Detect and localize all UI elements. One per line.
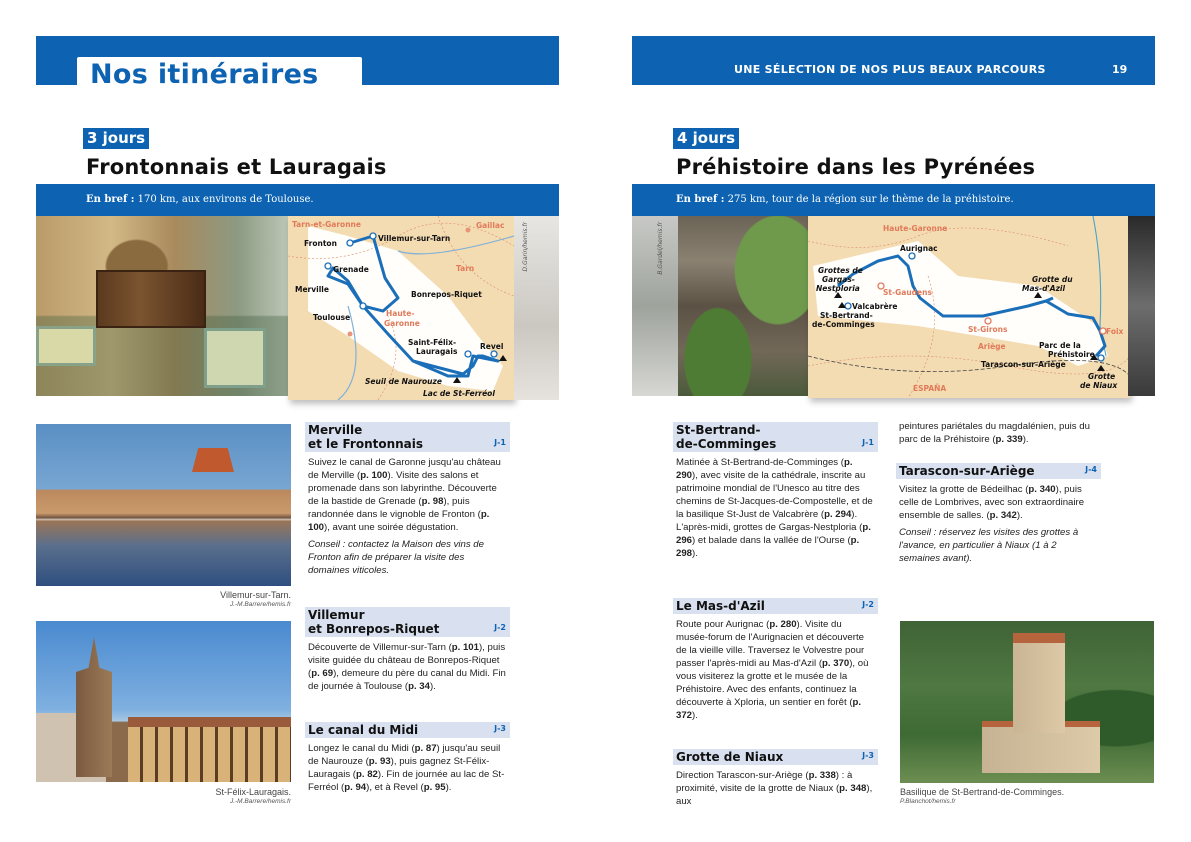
svg-text:Préhistoire: Préhistoire bbox=[1048, 350, 1095, 359]
svg-text:Gaillac: Gaillac bbox=[476, 221, 505, 230]
day-heading bbox=[673, 598, 878, 614]
svg-text:Fronton: Fronton bbox=[304, 239, 337, 248]
photo-caption: St-Félix-Lauragais. bbox=[215, 787, 291, 797]
svg-text:Mas-d'Azil: Mas-d'Azil bbox=[1022, 284, 1066, 293]
svg-text:Villemur-sur-Tarn: Villemur-sur-Tarn bbox=[378, 234, 451, 243]
day-block-j3-right bbox=[673, 749, 878, 808]
day-body-continuation bbox=[896, 416, 1106, 446]
day-title-line: St-Bertrand- bbox=[676, 423, 761, 437]
photo-basilique-st-bertrand bbox=[900, 621, 1154, 783]
svg-text:Grotte: Grotte bbox=[1088, 372, 1116, 381]
day-heading bbox=[673, 422, 878, 452]
day-title-line: de-Comminges bbox=[676, 437, 777, 451]
photo-credit: B.Gardel/hemis.fr bbox=[657, 222, 664, 275]
svg-text:ESPAÑA: ESPAÑA bbox=[913, 384, 947, 393]
day-title-line: Grotte de Niaux bbox=[676, 750, 784, 764]
day-heading bbox=[305, 722, 510, 738]
svg-text:Grottes de: Grottes de bbox=[818, 266, 863, 275]
header-band-right bbox=[632, 36, 1155, 85]
svg-text:St-Bertrand-: St-Bertrand- bbox=[820, 311, 873, 320]
svg-text:Ariège: Ariège bbox=[978, 342, 1006, 351]
day-title-line: Le Mas-d'Azil bbox=[676, 599, 765, 613]
day-body: Direction Tarascon-sur-Ariège (p. 338) : à proximité, visite de la grotte de Niaux (p. 348), aux bbox=[676, 770, 873, 807]
photo-credit: J.-M.Barrere/hemis.fr bbox=[229, 798, 291, 805]
page-number: 19 bbox=[1112, 63, 1128, 76]
svg-text:Valcabrère: Valcabrère bbox=[852, 302, 898, 311]
photo-detail bbox=[1013, 633, 1065, 733]
svg-text:de Niaux: de Niaux bbox=[1080, 381, 1118, 390]
summary-label: En bref : bbox=[86, 194, 135, 205]
day-heading bbox=[673, 749, 878, 765]
day-block-j2-left bbox=[305, 607, 510, 693]
day-block-j4-right bbox=[896, 463, 1101, 565]
route-map-right bbox=[808, 216, 1130, 398]
day-tag: J-2 bbox=[494, 623, 506, 632]
day-body: Suivez le canal de Garonne jusqu'au château de Merville (p. 100). Visite des salons et promenade dans son labyrinthe. Découverte de la bastide de Grenade (p. 98), puis randonnée dans le vignoble de Fronton (p. 100), avant une soirée dégustation. bbox=[308, 457, 501, 533]
day-block-j2-right bbox=[673, 598, 878, 722]
svg-text:Tarn: Tarn bbox=[456, 264, 475, 273]
svg-text:Bonrepos-Riquet: Bonrepos-Riquet bbox=[411, 290, 482, 299]
photo-st-felix-lauragais bbox=[36, 621, 291, 782]
photo-credit: J.-M.Barrere/hemis.fr bbox=[229, 601, 291, 608]
day-body: Visitez la grotte de Bédeilhac (p. 340), puis celle de Lombrives, avec son extraordinaire ensemble de salles. (p. 342). bbox=[899, 484, 1085, 521]
photo-cave-entrance bbox=[678, 216, 811, 396]
svg-text:Revel: Revel bbox=[480, 342, 504, 351]
svg-text:Lauragais: Lauragais bbox=[416, 347, 458, 356]
svg-text:Toulouse: Toulouse bbox=[313, 313, 351, 322]
day-tag: J-1 bbox=[494, 438, 506, 447]
svg-text:Lac de St-Ferréol: Lac de St-Ferréol bbox=[423, 389, 495, 398]
duration-badge-right: 4 jours bbox=[673, 128, 739, 149]
section-title: Nos itinéraires bbox=[90, 59, 319, 90]
route-map-left bbox=[288, 216, 514, 400]
summary-text: 275 km, tour de la région sur le thème de la préhistoire. bbox=[724, 194, 1014, 205]
day-body: Longez le canal du Midi (p. 87) jusqu'au seuil de Naurouze (p. 93), puis gagnez St-Félix-Lauragais (p. 82). Fin de journée au lac de St-Ferréol (p. 94), et à Revel (p. 95). bbox=[308, 743, 505, 793]
day-tag: J-4 bbox=[1085, 465, 1097, 474]
photo-strip-edge bbox=[1128, 216, 1155, 396]
svg-text:Seuil de Naurouze: Seuil de Naurouze bbox=[365, 377, 442, 386]
photo-strip-left bbox=[514, 216, 559, 400]
photo-credit: D.Garin/hemis.fr bbox=[522, 222, 529, 272]
svg-text:Grotte du: Grotte du bbox=[1032, 275, 1073, 284]
photo-caption: Villemur-sur-Tarn. bbox=[220, 590, 291, 600]
svg-text:Garonne: Garonne bbox=[384, 319, 420, 328]
day-block-j1-left bbox=[305, 422, 510, 577]
day-title-line: et le Frontonnais bbox=[308, 437, 424, 451]
day-block-j1-right bbox=[673, 422, 878, 560]
day-heading bbox=[305, 422, 510, 452]
photo-villemur-sur-tarn bbox=[36, 424, 291, 586]
running-head: UNE SÉLECTION DE NOS PLUS BEAUX PARCOURS bbox=[734, 63, 1046, 76]
photo-detail bbox=[36, 326, 96, 366]
day-tip: Conseil : réservez les visites des grottes à l'avance, en particulier à Niaux (1 à 2 semaines avant). bbox=[899, 527, 1079, 564]
svg-text:Haute-Garonne: Haute-Garonne bbox=[883, 224, 948, 233]
svg-text:Tarascon-sur-Ariège: Tarascon-sur-Ariège bbox=[981, 360, 1066, 369]
route-title-right: Préhistoire dans les Pyrénées bbox=[676, 155, 1036, 179]
photo-detail bbox=[192, 448, 234, 472]
day-heading bbox=[896, 463, 1101, 479]
photo-detail bbox=[96, 270, 206, 328]
day-body: Route pour Aurignac (p. 280). Visite du musée-forum de l'Aurignacien et découverte de la vieille ville. Traversez le Volvestre pour passer l'après-midi au Mas-d'Azil (p. 370), où vous visiterez la grotte et le musée de la Préhistoire. Avec des enfants, continuez la découverte à Xploria, un sentier en forêt (p. 372). bbox=[676, 619, 869, 721]
svg-text:Grenade: Grenade bbox=[333, 265, 369, 274]
svg-text:Aurignac: Aurignac bbox=[900, 244, 938, 253]
map-frontonnais-lauragais bbox=[288, 216, 514, 400]
svg-text:Tarn-et-Garonne: Tarn-et-Garonne bbox=[292, 220, 361, 229]
svg-text:St-Girons: St-Girons bbox=[968, 325, 1008, 334]
photo-detail bbox=[76, 637, 112, 777]
svg-text:Saint-Félix-: Saint-Félix- bbox=[408, 338, 457, 347]
photo-merville-salon bbox=[36, 216, 288, 396]
svg-text:Gargas-: Gargas- bbox=[822, 275, 855, 284]
photo-strip-right bbox=[632, 216, 678, 396]
map-prehistoire-pyrenees bbox=[808, 216, 1130, 398]
svg-text:de-Comminges: de-Comminges bbox=[812, 320, 875, 329]
svg-text:St-Gaudens: St-Gaudens bbox=[883, 288, 932, 297]
day-title-line: Villemur bbox=[308, 608, 365, 622]
svg-text:Merville: Merville bbox=[295, 285, 329, 294]
day-title-line: Le canal du Midi bbox=[308, 723, 419, 737]
day-block-j3-left bbox=[305, 722, 510, 794]
day-heading bbox=[305, 607, 510, 637]
day-tag: J-1 bbox=[862, 438, 874, 447]
day-tip: Conseil : contactez la Maison des vins de Fronton afin de préparer la visite des domaines viticoles. bbox=[308, 539, 484, 576]
photo-detail bbox=[128, 717, 291, 782]
day-body: Découverte de Villemur-sur-Tarn (p. 101), puis visite guidée du château de Bonrepos-Riquet (p. 69), demeure du père du canal du Midi. Fin de journée à Toulouse (p. 34). bbox=[308, 642, 506, 692]
day-title-line: Tarascon-sur-Ariège bbox=[899, 464, 1035, 478]
day-tag: J-3 bbox=[494, 724, 506, 733]
svg-text:Haute-: Haute- bbox=[386, 309, 415, 318]
day-title-line: et Bonrepos-Riquet bbox=[308, 622, 440, 636]
svg-text:Foix: Foix bbox=[1106, 327, 1124, 336]
summary-bar-right bbox=[632, 184, 1155, 216]
day-body: peintures pariétales du magdalénien, puis du parc de la Préhistoire (p. 339). bbox=[899, 421, 1090, 445]
day-tag: J-3 bbox=[862, 751, 874, 760]
photo-caption: Basilique de St-Bertrand-de-Comminges. bbox=[900, 787, 1065, 797]
day-body: Matinée à St-Bertrand-de-Comminges (p. 290), avec visite de la cathédrale, inscrite au patrimoine mondial de l'Unesco au titre des chemins de St-Jacques-de-Compostelle, et de la basilique St-Just de Valcabrère (p. 294). L'après-midi, grottes de Gargas-Nestploria (p. 296) et balade dans la vallée de l'Ourse (p. 298). bbox=[676, 457, 873, 559]
photo-credit: P.Blanchot/hemis.fr bbox=[900, 798, 956, 805]
day-tag: J-2 bbox=[862, 600, 874, 609]
summary-bar-left bbox=[36, 184, 559, 216]
day-title-line: Merville bbox=[308, 423, 363, 437]
route-title-left: Frontonnais et Lauragais bbox=[86, 155, 387, 179]
duration-badge-left: 3 jours bbox=[83, 128, 149, 149]
photo-detail bbox=[204, 328, 266, 388]
summary-text: 170 km, aux environs de Toulouse. bbox=[134, 194, 314, 205]
svg-text:Parc de la: Parc de la bbox=[1039, 341, 1081, 350]
svg-text:Nestploria: Nestploria bbox=[816, 284, 860, 293]
summary-label: En bref : bbox=[676, 194, 725, 205]
